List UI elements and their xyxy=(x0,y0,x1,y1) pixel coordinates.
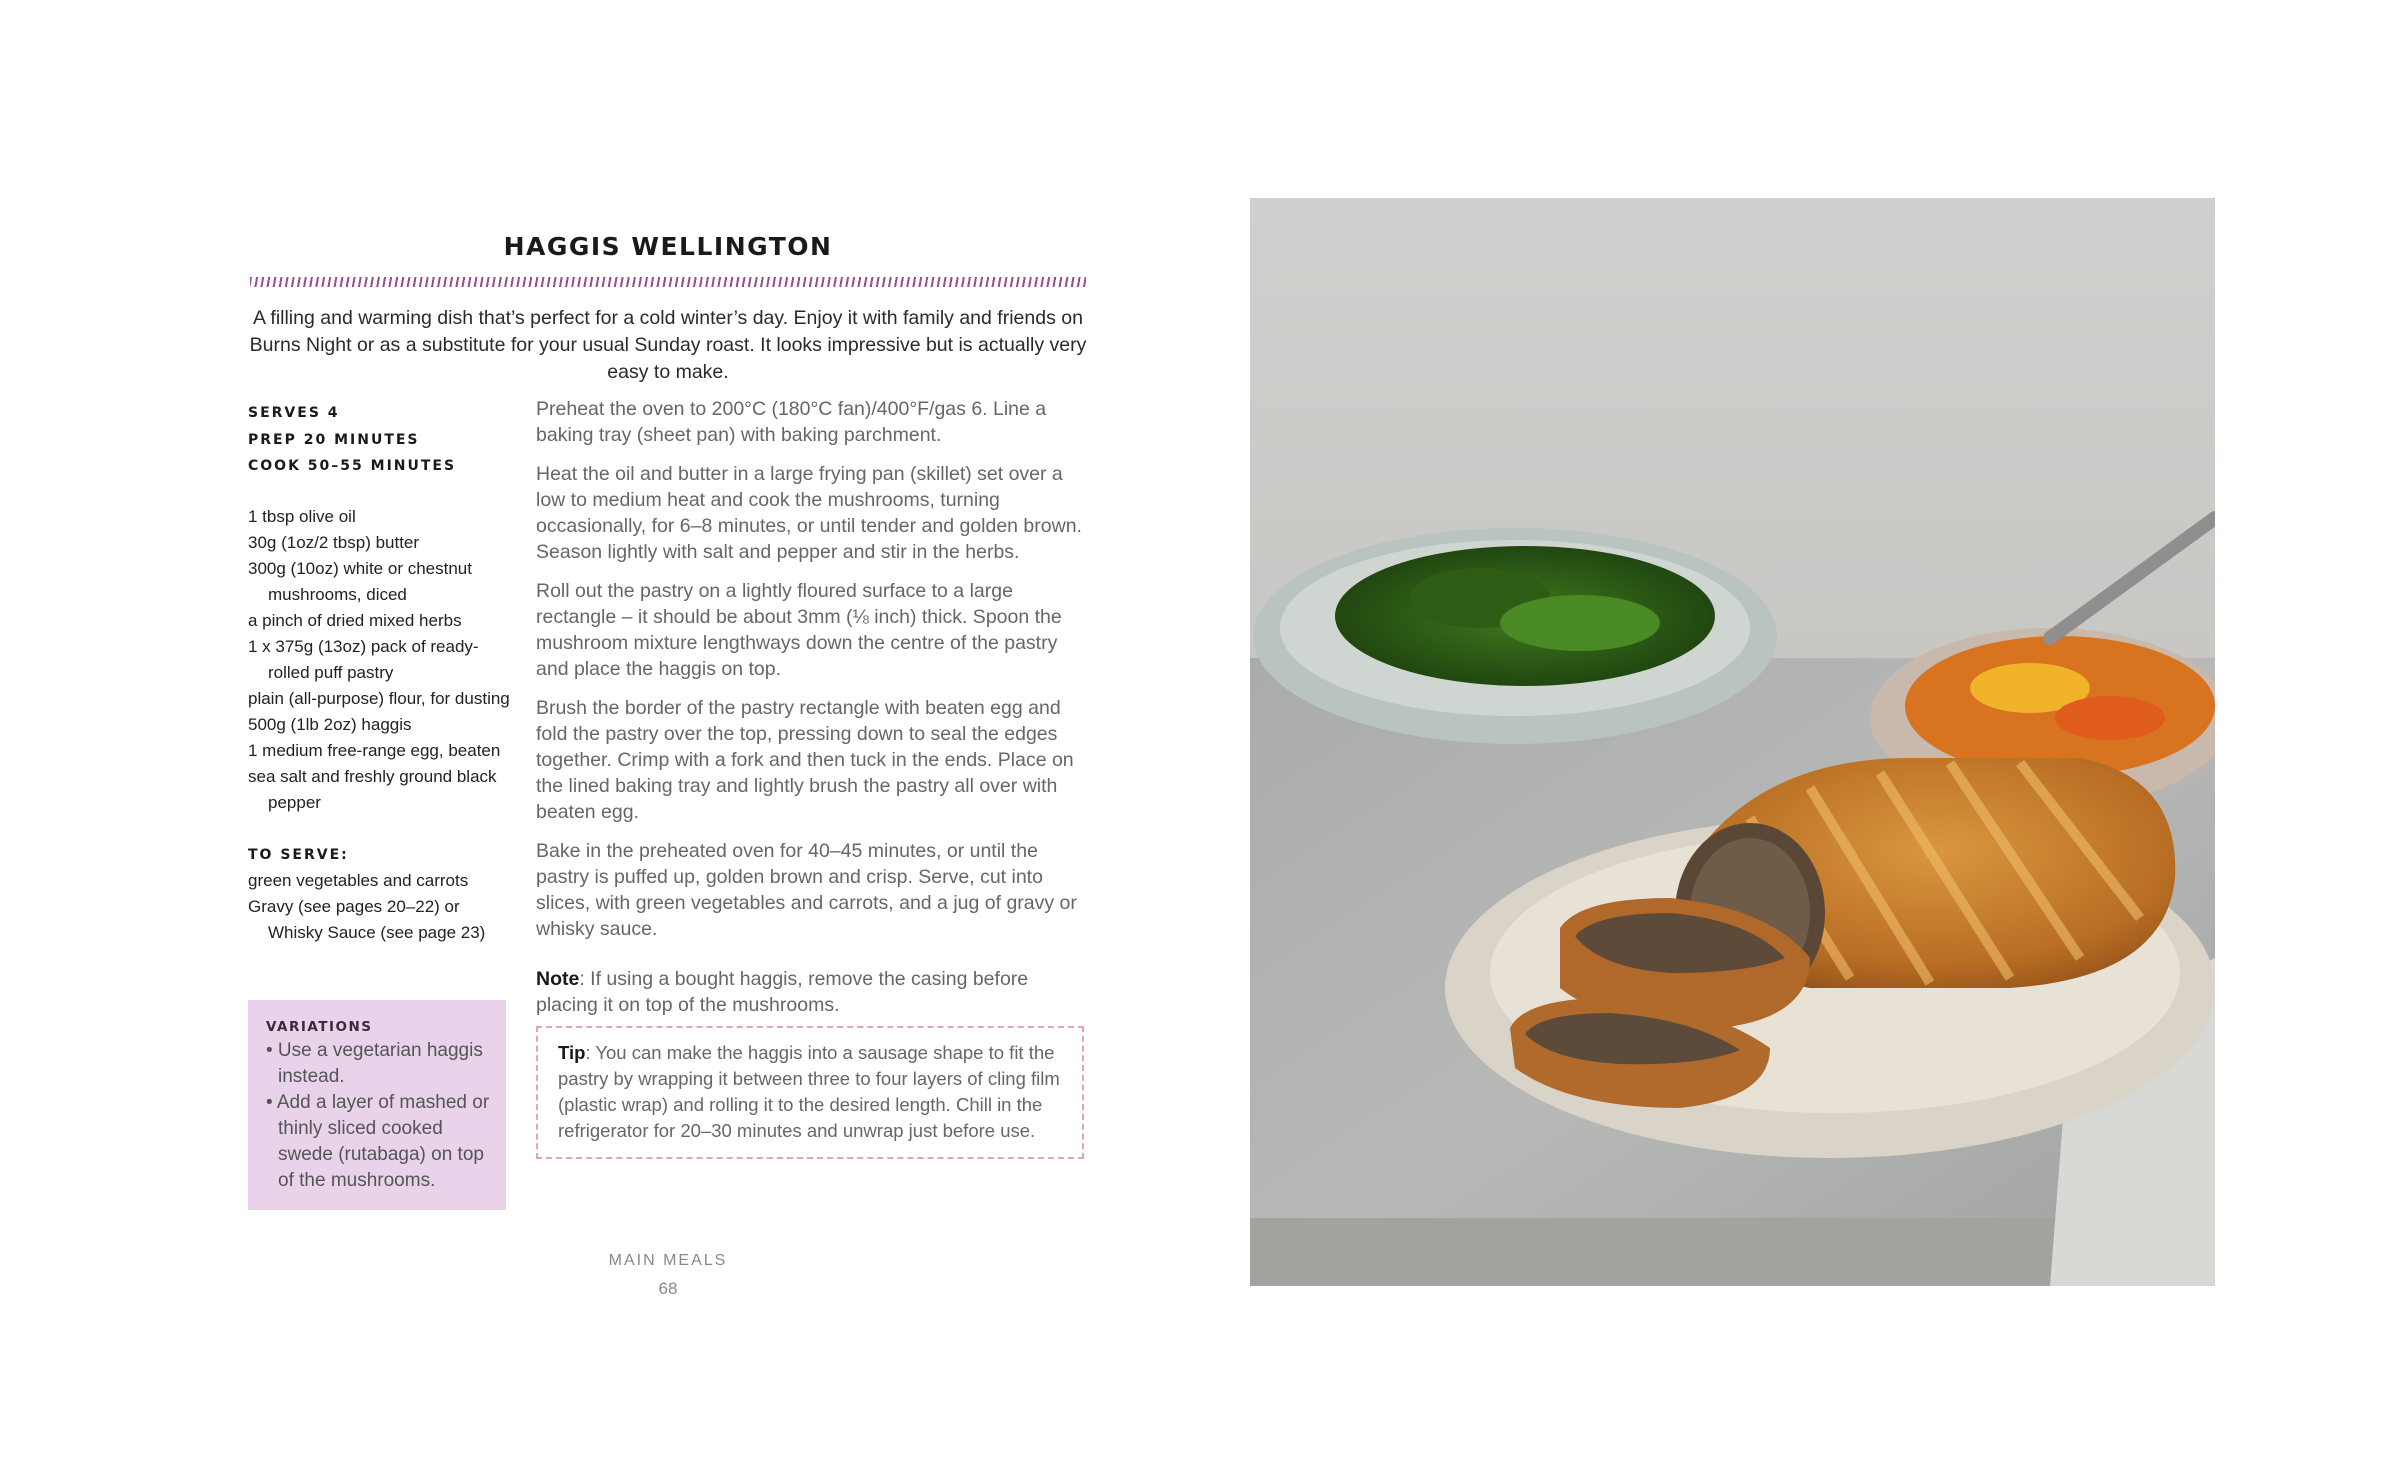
ingredient-item: plain (all-purpose) flour, for dusting xyxy=(248,688,510,708)
ingredient-list xyxy=(248,504,513,816)
method-column xyxy=(536,396,1091,1018)
method-step: Roll out the pastry on a lightly floured surface to a large rectangle – it should be about 3mm (⅛ inch) thick. Spoon the mushroom mixture lengthways down the centre of the pastry and place the haggis on top. xyxy=(536,580,1062,680)
to-serve-item: green vegetables and carrots xyxy=(248,870,469,890)
to-serve-item: Gravy (see pages 20–22) or Whisky Sauce (see page 23) xyxy=(248,896,486,942)
to-serve-heading: TO SERVE: xyxy=(248,846,349,863)
serves-label: SERVES 4 xyxy=(248,405,340,421)
recipe-title: HAGGIS WELLINGTON xyxy=(503,232,833,261)
method-step: Bake in the preheated oven for 40–45 minutes, or until the pastry is puffed up, golden brown and crisp. Serve, cut into slices, with green vegetables and carrots, and a jug of gravy or whisky sauce. xyxy=(536,840,1077,940)
page-number: 68 xyxy=(658,1279,678,1298)
tip-box xyxy=(536,1026,1084,1159)
food-photo-illustration xyxy=(1250,198,2215,1286)
tip-label: Tip xyxy=(558,1042,586,1063)
tip-text: : You can make the haggis into a sausage shape to fit the pastry by wrapping it between three to four layers of cling film (plastic wrap) and rolling it to the desired length. Chill in the refrigerator for 20–30 minutes and unwrap just before use. xyxy=(558,1042,1060,1141)
ingredient-item: a pinch of dried mixed herbs xyxy=(248,610,462,630)
method-step: Heat the oil and butter in a large frying pan (skillet) set over a low to medium heat and cook the mushrooms, turning occasionally, for 6–8 minutes, or until tender and golden brown. Season lightly with salt and pepper and stir in the herbs. xyxy=(536,463,1082,563)
cook-time: COOK 50–55 MINUTES xyxy=(248,458,457,474)
ingredients-column xyxy=(248,400,513,946)
footer-section-name: MAIN MEALS xyxy=(608,1252,728,1269)
variation-item: • Add a layer of mashed or thinly sliced cooked swede (rutabaga) on top of the mushrooms. xyxy=(266,1092,490,1191)
ingredient-item: sea salt and freshly ground black pepper xyxy=(248,766,497,812)
variations-box xyxy=(248,1000,506,1210)
method-step: Preheat the oven to 200°C (180°C fan)/400°F/gas 6. Line a baking tray (sheet pan) with baking parchment. xyxy=(536,398,1047,446)
ingredient-item: 1 x 375g (13oz) pack of ready-rolled puff pastry xyxy=(248,636,479,682)
note-label: Note xyxy=(536,968,580,990)
recipe-photo xyxy=(1250,198,2215,1286)
variation-item: • Use a vegetarian haggis instead. xyxy=(266,1040,483,1087)
ingredient-item: 1 tbsp olive oil xyxy=(248,506,356,526)
ingredient-item: 30g (1oz/2 tbsp) butter xyxy=(248,532,420,552)
title-divider xyxy=(250,277,1086,287)
ingredient-item: 1 medium free-range egg, beaten xyxy=(248,740,501,760)
recipe-intro: A filling and warming dish that’s perfect for a cold winter’s day. Enjoy it with family and friends on Burns Night or as a substitute for your usual Sunday roast. It looks impressive but is actually very easy to make. xyxy=(249,307,1087,383)
ingredient-item: 300g (10oz) white or chestnut mushrooms, diced xyxy=(248,558,472,604)
variations-heading: VARIATIONS xyxy=(266,1019,373,1035)
method-step: Brush the border of the pastry rectangle with beaten egg and fold the pastry over the top, pressing down to seal the edges together. Crimp with a fork and then tuck in the ends. Place on the lined baking tray and lightly brush the pastry all over with beaten egg. xyxy=(536,697,1074,823)
recipe-note xyxy=(536,966,1091,1018)
prep-time: PREP 20 MINUTES xyxy=(248,431,420,448)
note-text: : If using a bought haggis, remove the casing before placing it on top of the mushrooms. xyxy=(536,968,1029,1016)
ingredient-item: 500g (1lb 2oz) haggis xyxy=(248,714,412,734)
